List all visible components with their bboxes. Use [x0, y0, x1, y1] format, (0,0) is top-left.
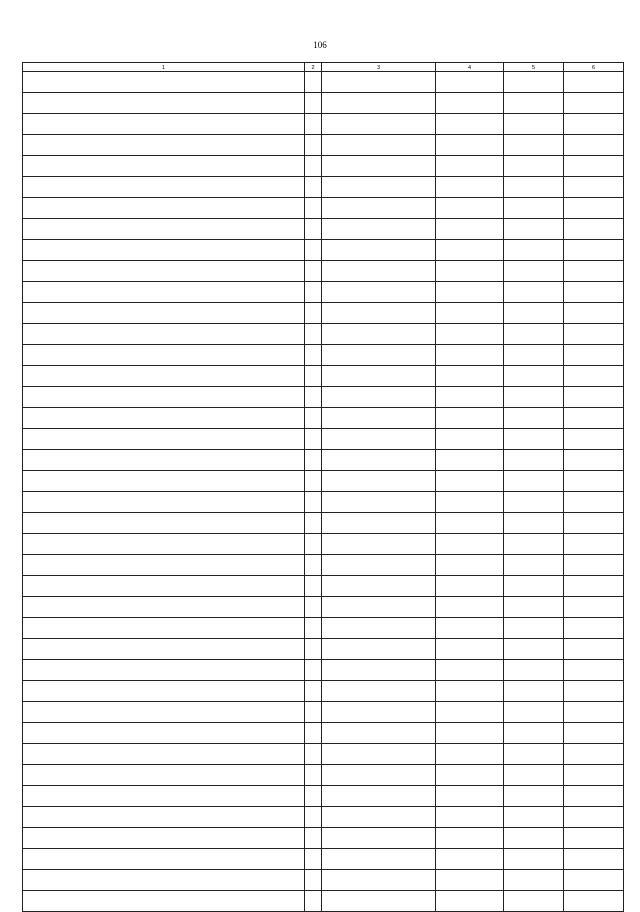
column-number-row [23, 63, 624, 72]
table-cell [305, 156, 322, 177]
table-cell [436, 744, 504, 765]
table-row [23, 282, 624, 303]
table-row [23, 744, 624, 765]
table-row [23, 891, 624, 912]
table-cell [23, 660, 305, 681]
table-cell [23, 513, 305, 534]
table-cell [305, 135, 322, 156]
table-cell [305, 534, 322, 555]
table-cell [305, 492, 322, 513]
table-cell [564, 786, 624, 807]
table-row [23, 681, 624, 702]
table-cell [322, 219, 436, 240]
table-cell [564, 681, 624, 702]
table-row [23, 240, 624, 261]
table-cell [436, 240, 504, 261]
table-cell [322, 387, 436, 408]
table-cell [322, 702, 436, 723]
table-row [23, 870, 624, 891]
table-cell [305, 93, 322, 114]
table-cell [322, 870, 436, 891]
table-cell [305, 555, 322, 576]
table-cell [23, 429, 305, 450]
table-row [23, 723, 624, 744]
table-cell [322, 303, 436, 324]
table-row [23, 660, 624, 681]
table-cell [322, 408, 436, 429]
table-cell [436, 135, 504, 156]
table-cell [564, 513, 624, 534]
table-row [23, 219, 624, 240]
table-cell [305, 576, 322, 597]
table-cell [305, 849, 322, 870]
table-cell [564, 93, 624, 114]
table-row [23, 408, 624, 429]
table-row [23, 366, 624, 387]
table-cell [436, 786, 504, 807]
table-cell [23, 114, 305, 135]
table-cell [322, 198, 436, 219]
table-cell [564, 870, 624, 891]
table-cell [436, 72, 504, 93]
column-number: 4 [436, 63, 504, 72]
table-cell [305, 450, 322, 471]
table-row [23, 807, 624, 828]
table-cell [504, 72, 564, 93]
table-cell [436, 702, 504, 723]
table-row [23, 765, 624, 786]
table-cell [504, 177, 564, 198]
table-cell [564, 345, 624, 366]
table-row [23, 450, 624, 471]
table-cell [504, 639, 564, 660]
table-cell [436, 450, 504, 471]
table-cell [305, 702, 322, 723]
table-cell [23, 576, 305, 597]
table-row [23, 555, 624, 576]
table-cell [305, 765, 322, 786]
table-cell [504, 513, 564, 534]
table-cell [23, 282, 305, 303]
table-cell [564, 891, 624, 912]
table-cell [322, 597, 436, 618]
table-cell [504, 303, 564, 324]
table-cell [564, 723, 624, 744]
table-cell [504, 471, 564, 492]
table-cell [322, 429, 436, 450]
table-cell [436, 324, 504, 345]
table-cell [322, 618, 436, 639]
table-cell [322, 723, 436, 744]
table-cell [564, 492, 624, 513]
table-cell [23, 681, 305, 702]
table-cell [564, 324, 624, 345]
table-cell [564, 429, 624, 450]
table-cell [23, 156, 305, 177]
table-cell [436, 429, 504, 450]
table-cell [436, 93, 504, 114]
table-cell [436, 177, 504, 198]
table-cell [322, 93, 436, 114]
table-cell [436, 261, 504, 282]
table-cell [436, 723, 504, 744]
table-cell [305, 261, 322, 282]
table-row [23, 387, 624, 408]
table-cell [504, 618, 564, 639]
table-cell [305, 429, 322, 450]
table-cell [322, 135, 436, 156]
budget-table [22, 62, 624, 912]
table-cell [23, 723, 305, 744]
table-cell [305, 471, 322, 492]
table-cell [504, 408, 564, 429]
table-cell [305, 303, 322, 324]
table-cell [564, 828, 624, 849]
table-cell [322, 891, 436, 912]
table-cell [436, 282, 504, 303]
table-cell [504, 597, 564, 618]
table-cell [564, 744, 624, 765]
column-number: 5 [504, 63, 564, 72]
table-cell [305, 891, 322, 912]
table-cell [564, 408, 624, 429]
table-row [23, 93, 624, 114]
table-cell [23, 786, 305, 807]
table-cell [564, 72, 624, 93]
table-cell [504, 765, 564, 786]
table-row [23, 429, 624, 450]
table-row [23, 72, 624, 93]
table-cell [564, 261, 624, 282]
table-cell [504, 702, 564, 723]
table-cell [322, 471, 436, 492]
table-cell [322, 660, 436, 681]
table-cell [23, 408, 305, 429]
table-cell [322, 744, 436, 765]
table-row [23, 345, 624, 366]
table-cell [23, 807, 305, 828]
table-cell [305, 807, 322, 828]
table-cell [504, 744, 564, 765]
table-cell [23, 198, 305, 219]
table-cell [436, 807, 504, 828]
table-cell [305, 597, 322, 618]
table-cell [23, 450, 305, 471]
table-row [23, 114, 624, 135]
table-cell [322, 765, 436, 786]
table-cell [436, 618, 504, 639]
table-row [23, 135, 624, 156]
table-cell [322, 492, 436, 513]
table-cell [436, 555, 504, 576]
table-cell [23, 219, 305, 240]
table-cell [322, 366, 436, 387]
table-cell [504, 198, 564, 219]
column-number: 2 [305, 63, 322, 72]
table-cell [564, 807, 624, 828]
table-cell [23, 345, 305, 366]
table-cell [23, 849, 305, 870]
table-row [23, 303, 624, 324]
table-cell [436, 597, 504, 618]
table-cell [504, 891, 564, 912]
table-cell [23, 366, 305, 387]
column-number: 6 [564, 63, 624, 72]
table-row [23, 702, 624, 723]
table-cell [322, 177, 436, 198]
table-cell [436, 765, 504, 786]
table-cell [305, 618, 322, 639]
table-cell [564, 135, 624, 156]
table-cell [23, 597, 305, 618]
table-cell [504, 219, 564, 240]
table-cell [564, 765, 624, 786]
table-cell [564, 702, 624, 723]
table-cell [305, 828, 322, 849]
table-cell [23, 177, 305, 198]
table-cell [504, 156, 564, 177]
table-cell [504, 555, 564, 576]
table-cell [436, 198, 504, 219]
table-cell [436, 114, 504, 135]
table-row [23, 786, 624, 807]
table-cell [322, 240, 436, 261]
table-cell [23, 702, 305, 723]
table-row [23, 471, 624, 492]
table-cell [504, 240, 564, 261]
table-row [23, 324, 624, 345]
table-cell [322, 555, 436, 576]
table-cell [504, 345, 564, 366]
table-cell [504, 870, 564, 891]
table-cell [564, 303, 624, 324]
table-cell [564, 114, 624, 135]
table-row [23, 534, 624, 555]
table-cell [305, 219, 322, 240]
table-cell [305, 723, 322, 744]
table-cell [564, 282, 624, 303]
table-cell [504, 261, 564, 282]
table-cell [436, 513, 504, 534]
table-cell [504, 114, 564, 135]
table-cell [322, 807, 436, 828]
table-cell [23, 870, 305, 891]
table-cell [504, 492, 564, 513]
table-cell [564, 849, 624, 870]
table-cell [436, 366, 504, 387]
table-cell [23, 261, 305, 282]
table-cell [436, 303, 504, 324]
table-cell [305, 786, 322, 807]
table-cell [504, 681, 564, 702]
table-cell [305, 366, 322, 387]
table-cell [305, 72, 322, 93]
table-cell [504, 387, 564, 408]
table-cell [305, 870, 322, 891]
table-cell [305, 177, 322, 198]
table-cell [23, 471, 305, 492]
table-cell [564, 450, 624, 471]
table-cell [23, 744, 305, 765]
table-cell [564, 156, 624, 177]
table-cell [436, 345, 504, 366]
table-cell [436, 681, 504, 702]
column-number: 1 [23, 63, 305, 72]
table-cell [322, 534, 436, 555]
table-cell [322, 576, 436, 597]
table-cell [23, 324, 305, 345]
table-cell [436, 828, 504, 849]
table-cell [23, 240, 305, 261]
table-cell [322, 639, 436, 660]
table-row [23, 492, 624, 513]
table-cell [436, 576, 504, 597]
table-cell [322, 324, 436, 345]
table-cell [436, 639, 504, 660]
table-cell [23, 303, 305, 324]
table-cell [322, 828, 436, 849]
page-number: 106 [313, 40, 327, 50]
table-row [23, 177, 624, 198]
table-cell [436, 849, 504, 870]
table-cell [564, 618, 624, 639]
table-cell [436, 492, 504, 513]
table-row [23, 576, 624, 597]
table-cell [564, 387, 624, 408]
table-cell [564, 240, 624, 261]
table-cell [305, 282, 322, 303]
table-cell [322, 156, 436, 177]
table-cell [305, 345, 322, 366]
table-cell [322, 282, 436, 303]
table-cell [504, 723, 564, 744]
table-cell [436, 219, 504, 240]
table-cell [322, 450, 436, 471]
table-cell [504, 660, 564, 681]
table-cell [564, 534, 624, 555]
table-cell [305, 114, 322, 135]
table-row [23, 849, 624, 870]
table-cell [322, 114, 436, 135]
table-row [23, 513, 624, 534]
table-cell [436, 156, 504, 177]
column-number: 3 [322, 63, 436, 72]
table-cell [305, 681, 322, 702]
table-cell [436, 534, 504, 555]
table-cell [436, 408, 504, 429]
table-cell [504, 429, 564, 450]
table-cell [305, 324, 322, 345]
table-cell [23, 828, 305, 849]
table-cell [436, 660, 504, 681]
table-cell [564, 219, 624, 240]
table-row [23, 597, 624, 618]
table-row [23, 618, 624, 639]
table-cell [322, 513, 436, 534]
table-cell [305, 387, 322, 408]
table-row [23, 261, 624, 282]
table-cell [305, 513, 322, 534]
table-cell [305, 198, 322, 219]
table-cell [23, 555, 305, 576]
table-cell [504, 786, 564, 807]
table-cell [23, 891, 305, 912]
table-cell [23, 765, 305, 786]
table-cell [564, 177, 624, 198]
table-cell [322, 345, 436, 366]
table-cell [322, 681, 436, 702]
table-row [23, 156, 624, 177]
table-row [23, 198, 624, 219]
table-cell [564, 198, 624, 219]
table-cell [504, 366, 564, 387]
table-cell [305, 744, 322, 765]
table-cell [322, 72, 436, 93]
table-cell [436, 387, 504, 408]
table-cell [564, 366, 624, 387]
table-cell [23, 135, 305, 156]
table-cell [564, 639, 624, 660]
table-cell [436, 870, 504, 891]
table-cell [23, 618, 305, 639]
table-cell [305, 408, 322, 429]
table-cell [436, 471, 504, 492]
table-cell [504, 450, 564, 471]
table-cell [305, 639, 322, 660]
table-cell [564, 660, 624, 681]
table-cell [564, 555, 624, 576]
table-cell [564, 471, 624, 492]
table-row [23, 828, 624, 849]
table-cell [305, 660, 322, 681]
table-cell [504, 849, 564, 870]
table-cell [564, 597, 624, 618]
table-cell [504, 828, 564, 849]
table-cell [436, 891, 504, 912]
table-cell [322, 261, 436, 282]
table-cell [504, 534, 564, 555]
table-cell [564, 576, 624, 597]
table-cell [322, 786, 436, 807]
table-cell [504, 324, 564, 345]
table-cell [23, 72, 305, 93]
table-cell [504, 282, 564, 303]
table-cell [23, 534, 305, 555]
table-cell [23, 639, 305, 660]
table-cell [504, 576, 564, 597]
table-cell [305, 240, 322, 261]
table-cell [23, 387, 305, 408]
table-cell [504, 93, 564, 114]
table-row [23, 639, 624, 660]
table-cell [23, 93, 305, 114]
table-cell [23, 492, 305, 513]
table-cell [504, 807, 564, 828]
table-cell [322, 849, 436, 870]
table-cell [504, 135, 564, 156]
